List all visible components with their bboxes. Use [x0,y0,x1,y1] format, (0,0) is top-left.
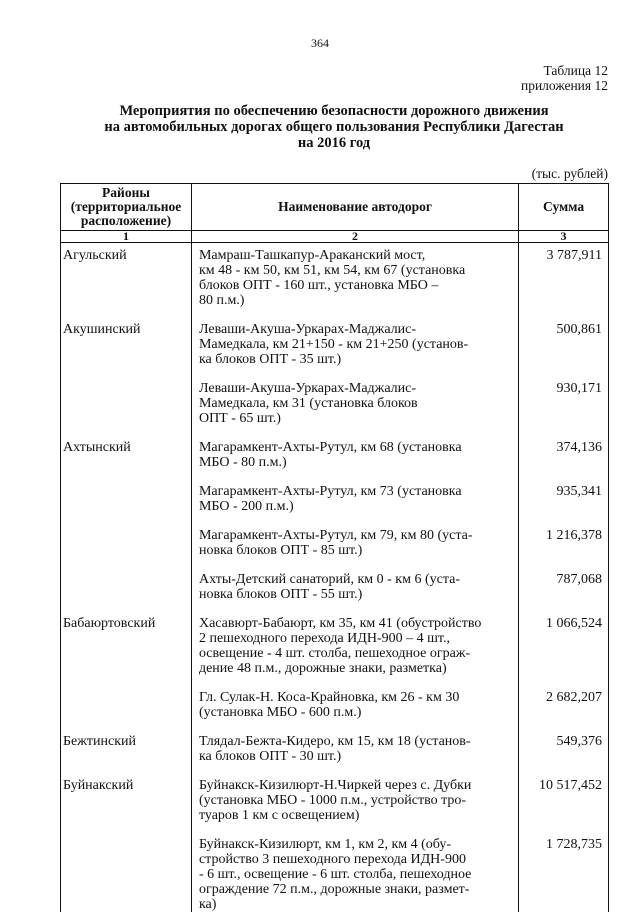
road-line: ка блоков ОПТ - 30 шт.) [199,749,510,764]
road-line: Мамраш-Ташкапур-Араканский мост, [199,248,510,263]
road-line: новка блоков ОПТ - 55 шт.) [199,587,510,602]
sum-cell: 549,376 [519,734,609,778]
road-line: новка блоков ОПТ - 85 шт.) [199,543,510,558]
table-row [61,484,609,528]
road-cell [191,484,518,528]
road-line: туаров 1 км с освещением) [199,808,510,823]
region-cell: Бабаюртовский [61,616,192,690]
road-line: (установка МБО - 1000 п.м., устройство тро- [199,793,510,808]
road-line: ка блоков ОПТ - 35 шт.) [199,352,510,367]
road-line: 2 пешеходного перехода ИДН-900 – 4 шт., [199,631,510,646]
road-line: МБО - 80 п.м.) [199,455,510,470]
title-line3: на 2016 год [60,135,608,151]
road-cell [191,440,518,484]
table-row [61,528,609,572]
road-line: Буйнакск-Кизилюрт-Н.Чиркей через с. Дубки [199,778,510,793]
table-row [61,243,609,323]
col-number-3: 3 [519,231,609,243]
road-line: Ахты-Детский санаторий, км 0 - км 6 (уста- [199,572,510,587]
road-cell [191,381,518,440]
sum-cell: 2 682,207 [519,690,609,734]
road-line: Хасавюрт-Бабаюрт, км 35, км 41 (обустройство [199,616,510,631]
region-cell: Акушинский [61,322,192,381]
road-cell [191,690,518,734]
road-cell [191,837,518,912]
header-region-line1: Районы [65,186,187,200]
road-line: Тлядал-Бежта-Кидеро, км 15, км 18 (установ- [199,734,510,749]
table-ref-line1: Таблица 12 [521,63,608,78]
column-number-row [61,231,609,243]
road-cell [191,734,518,778]
road-line: Гл. Сулак-Н. Коса-Крайновка, км 26 - км 30 [199,690,510,705]
table-row [61,734,609,778]
sum-cell: 1 066,524 [519,616,609,690]
table-header-row [61,184,609,231]
sum-cell: 935,341 [519,484,609,528]
road-cell [191,243,518,323]
road-line: Леваши-Акуша-Уркарах-Маджалис- [199,322,510,337]
road-line: Мамедкала, км 31 (установка блоков [199,396,510,411]
region-cell: Агульский [61,243,192,323]
table-ref-line2: приложения 12 [521,78,608,93]
sum-cell: 1 216,378 [519,528,609,572]
table-body [61,243,609,912]
road-line: - 6 шт., освещение - 6 шт. столба, пешеходное [199,867,510,882]
road-line: ограждение 72 п.м., дорожные знаки, размет- [199,882,510,897]
road-line: 80 п.м.) [199,293,510,308]
region-cell: Буйнакский [61,778,192,837]
road-line: МБО - 200 п.м.) [199,499,510,514]
road-line: Мамедкала, км 21+150 - км 21+250 (установ- [199,337,510,352]
table-row [61,322,609,381]
region-cell [61,381,192,440]
table-row [61,440,609,484]
region-cell [61,572,192,616]
road-line: Магарамкент-Ахты-Рутул, км 79, км 80 (уста- [199,528,510,543]
sum-cell: 374,136 [519,440,609,484]
road-line: Магарамкент-Ахты-Рутул, км 68 (установка [199,440,510,455]
header-sum: Сумма [519,184,609,231]
title-line1: Мероприятия по обеспечению безопасности дорожного движения [60,103,608,119]
col-number-2: 2 [191,231,518,243]
col-number-1: 1 [61,231,192,243]
table-row [61,837,609,912]
road-line: ка) [199,897,510,912]
table-reference [521,63,608,93]
header-region [61,184,192,231]
road-cell [191,616,518,690]
road-line: Буйнакск-Кизилюрт, км 1, км 2, км 4 (обу- [199,837,510,852]
table-row [61,572,609,616]
table-row [61,616,609,690]
road-line: дение 48 п.м., дорожные знаки, разметка) [199,661,510,676]
region-cell [61,528,192,572]
road-line: освещение - 4 шт. столба, пешеходное ограж- [199,646,510,661]
title-line2: на автомобильных дорогах общего пользования Республики Дагестан [60,119,608,135]
road-cell [191,778,518,837]
road-line: км 48 - км 50, км 51, км 54, км 67 (установка [199,263,510,278]
header-road: Наименование автодорог [191,184,518,231]
road-line: Леваши-Акуша-Уркарах-Маджалис- [199,381,510,396]
sum-cell: 3 787,911 [519,243,609,323]
road-line: Магарамкент-Ахты-Рутул, км 73 (установка [199,484,510,499]
road-line: (установка МБО - 600 п.м.) [199,705,510,720]
sum-cell: 930,171 [519,381,609,440]
table-row [61,381,609,440]
table-row [61,778,609,837]
road-cell [191,322,518,381]
region-cell [61,690,192,734]
header-region-line2: (территориальное [65,200,187,214]
road-line: стройство 3 пешеходного перехода ИДН-900 [199,852,510,867]
road-line: ОПТ - 65 шт.) [199,411,510,426]
safety-measures-table [60,183,609,912]
sum-cell: 1 728,735 [519,837,609,912]
table-row [61,690,609,734]
region-cell: Бежтинский [61,734,192,778]
road-line: блоков ОПТ - 160 шт., установка МБО – [199,278,510,293]
road-cell [191,572,518,616]
page-number: 364 [0,36,640,51]
sum-cell: 500,861 [519,322,609,381]
sum-cell: 787,068 [519,572,609,616]
region-cell: Ахтынский [61,440,192,484]
region-cell [61,484,192,528]
region-cell [61,837,192,912]
document-title [60,103,608,151]
header-region-line3: расположение) [65,214,187,228]
sum-cell: 10 517,452 [519,778,609,837]
unit-note: (тыс. рублей) [532,166,608,182]
road-cell [191,528,518,572]
